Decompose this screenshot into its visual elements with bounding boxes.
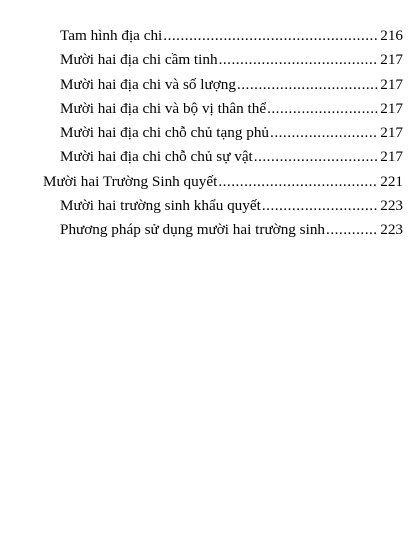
dot-leader [270,121,378,145]
toc-entry-title: Tam hình địa chi [60,27,163,44]
toc-entry-page: 223 [380,197,403,215]
toc-entry-title: Mười hai trường sinh khẩu quyết [60,197,261,215]
toc-entry[interactable] [0,194,416,218]
dot-leader [163,24,378,48]
toc-entry-page: 217 [380,99,403,117]
toc-entry[interactable] [0,170,416,194]
toc-entry-title: Mười hai Trường Sinh quyết [43,172,218,190]
toc-entry-title: Mười hai địa chi chỗ chủ sự vật [60,148,253,166]
toc-entry[interactable] [0,97,416,121]
toc-entry[interactable] [0,73,416,97]
dot-leader [267,97,378,121]
toc-entry-page: 216 [380,27,403,44]
toc-entry-page: 217 [380,51,403,69]
toc-entry-page: 217 [380,75,403,93]
toc-entry[interactable] [0,121,416,145]
dot-leader [254,145,378,169]
toc-entry-title: Phương pháp sử dụng mười hai trường sinh [60,221,326,239]
toc-entry-title: Mười hai địa chi và số lượng [60,75,236,93]
table-of-contents [0,24,416,243]
toc-entry-title: Mười hai địa chi và bộ vị thân thể [60,99,267,117]
toc-entry-page: 217 [380,148,403,166]
toc-entry-page: 217 [380,124,403,142]
dot-leader [218,170,378,194]
toc-entry-page: 223 [380,221,403,239]
dot-leader [326,218,378,242]
toc-entry-title: Mười hai địa chi chỗ chủ tạng phủ [60,124,270,142]
toc-entry-page: 221 [380,172,403,190]
dot-leader [219,48,379,72]
dot-leader [237,73,378,97]
toc-entry[interactable] [0,24,416,48]
dot-leader [262,194,378,218]
toc-entry[interactable] [0,218,416,242]
toc-entry[interactable] [0,145,416,169]
toc-entry-title: Mười hai địa chi cầm tinh [60,51,218,69]
toc-entry[interactable] [0,48,416,72]
